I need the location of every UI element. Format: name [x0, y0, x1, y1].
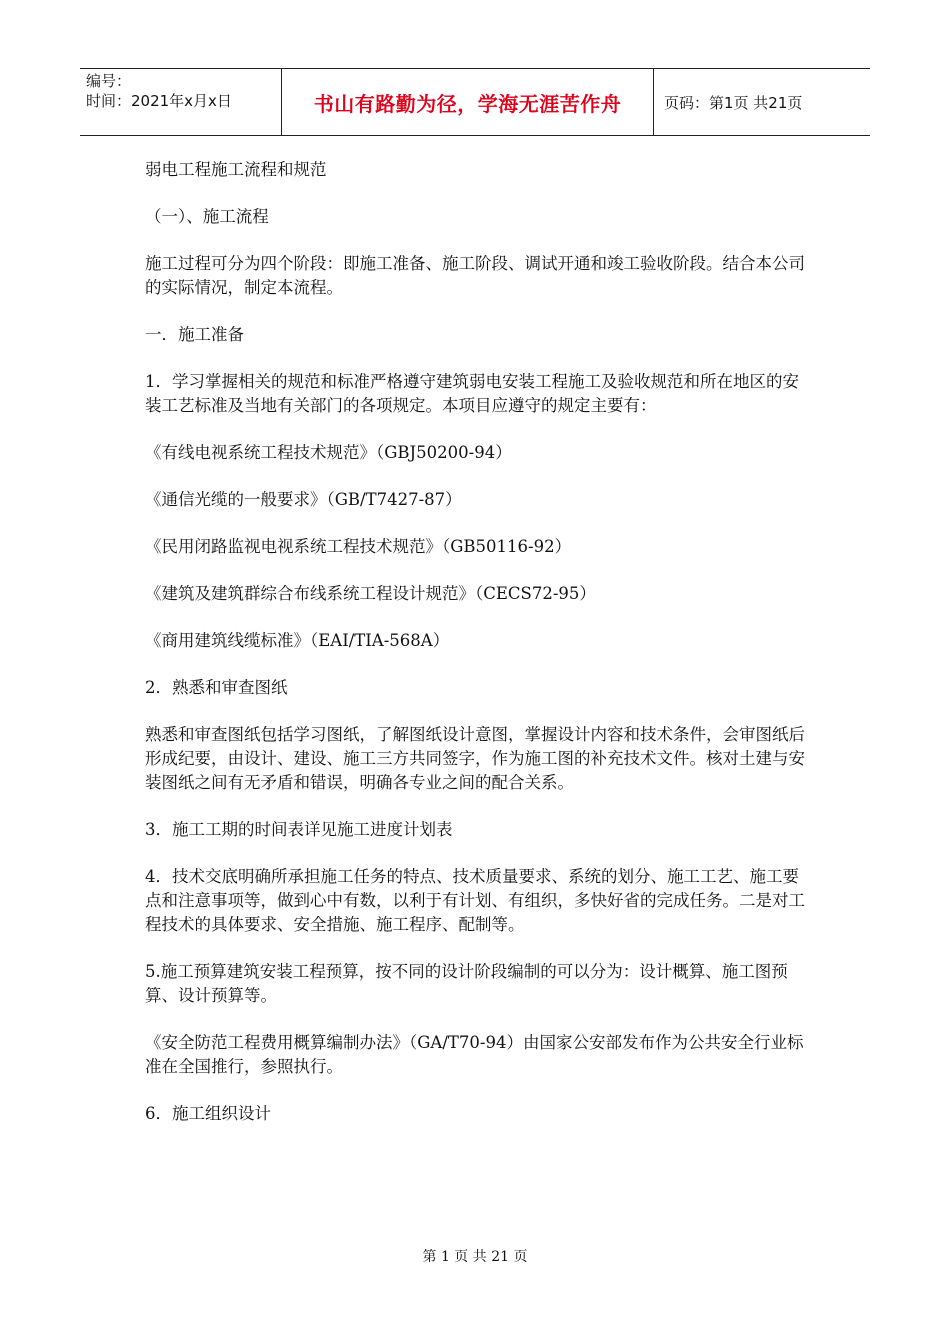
header-page-cell — [654, 69, 870, 135]
subsection-heading: 一．施工准备 — [145, 325, 244, 344]
paragraph: 5.施工预算建筑安装工程预算，按不同的设计阶段编制的可以分为：设计概算、施工图预算、设计预算等。 — [145, 962, 788, 1005]
footer-page-number: 第 1 页 共 21 页 — [422, 1249, 528, 1265]
motto-text: 书山有路勤为径，学海无涯苦作舟 — [313, 91, 622, 116]
standard-reference: 《通信光缆的一般要求》（GB/T7427-87） — [145, 490, 462, 509]
paragraph: 熟悉和审查图纸包括学习图纸，了解图纸设计意图，掌握设计内容和技术条件，会审图纸后形成纪要，由设计、建设、施工三方共同签字，作为施工图的补充技术文件。核对土建与安装图纸之间有无矛盾和错误，明确各专业之间的配合关系。 — [145, 725, 805, 792]
standard-reference: 《建筑及建筑群综合布线系统工程设计规范》（CECS72-95） — [145, 584, 596, 603]
header-meta — [80, 69, 282, 135]
standard-reference: 《商用建筑线缆标准》（EAI/TIA-568A） — [145, 631, 450, 650]
list-item-heading: 6．施工组织设计 — [145, 1104, 271, 1123]
paragraph: 《安全防范工程费用概算编制办法》（GA/T70-94）由国家公安部发布作为公共安全行业标准在全国推行，参照执行。 — [145, 1033, 804, 1076]
document-number-label: 编号： — [86, 72, 132, 90]
standard-reference: 《民用闭路监视电视系统工程技术规范》（GB50116-92） — [145, 537, 572, 556]
document-header — [80, 68, 870, 136]
page-footer — [0, 1246, 950, 1266]
paragraph: 4．技术交底明确所承担施工任务的特点、技术质量要求、系统的划分、施工工艺、施工要点和注意事项等，做到心中有数，以利于有计划、有组织，多快好省的完成任务。二是对工程技术的具体要求、安全措施、施工程序、配制等。 — [145, 867, 805, 934]
document-date: 时间：2021年x月x日 — [86, 92, 232, 110]
document-title: 弱电工程施工流程和规范 — [145, 160, 327, 179]
list-item-heading: 3．施工工期的时间表详见施工进度计划表 — [145, 820, 453, 839]
page-indicator: 页码：第1页 共21页 — [664, 93, 803, 112]
section-heading: （一）、施工流程 — [145, 207, 269, 226]
paragraph: 1．学习掌握相关的规范和标准严格遵守建筑弱电安装工程施工及验收规范和所在地区的安装工艺标准及当地有关部门的各项规定。本项目应遵守的规定主要有： — [145, 372, 799, 415]
paragraph: 施工过程可分为四个阶段：即施工准备、施工阶段、调试开通和竣工验收阶段。结合本公司的实际情况，制定本流程。 — [145, 254, 805, 297]
document-body — [145, 158, 815, 1149]
standard-reference: 《有线电视系统工程技术规范》（GBJ50200-94） — [145, 443, 512, 462]
header-motto-cell — [282, 69, 654, 135]
list-item-heading: 2．熟悉和审查图纸 — [145, 678, 288, 697]
